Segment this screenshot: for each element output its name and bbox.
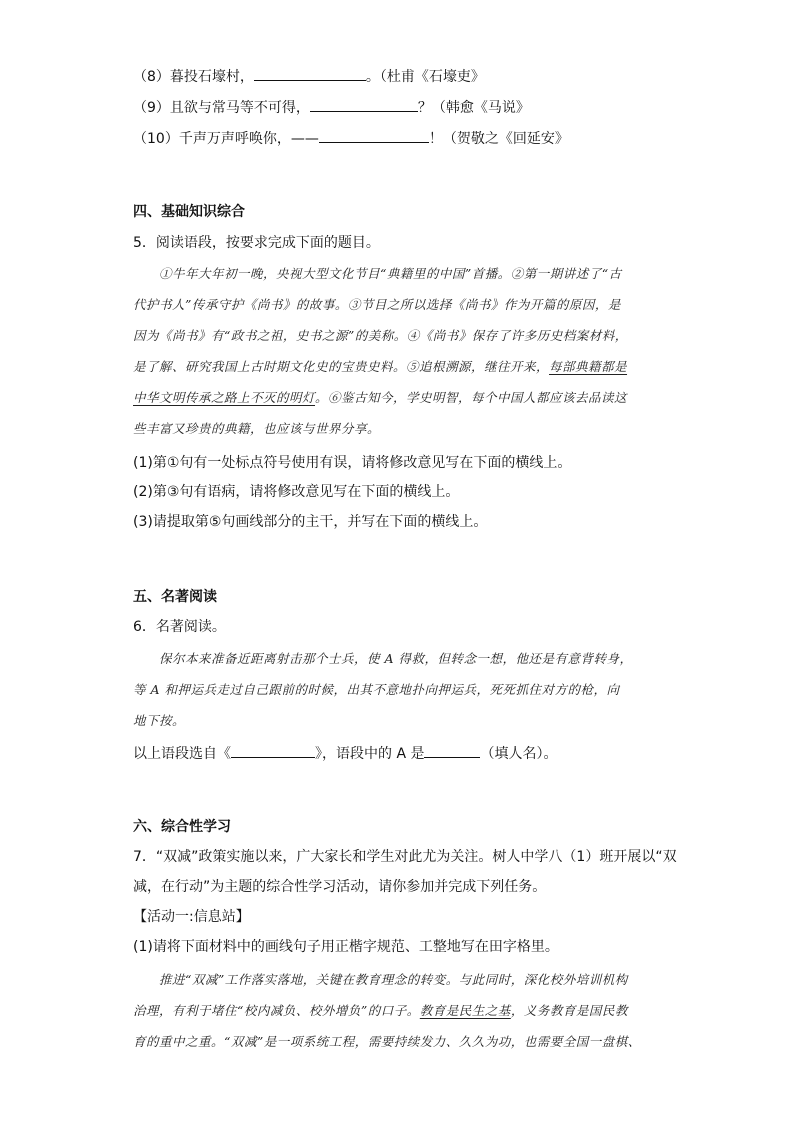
person-name-blank[interactable] — [424, 743, 480, 758]
passage-line: 育的重中之重。“双减”是一项系统工程，需要持续发力、久久为功，也需要全国一盘棋、 — [133, 1034, 641, 1049]
passage-text: ，义务教育是国民教 — [510, 1003, 628, 1018]
question-7-line: 7．“双减”政策实施以来，广大家长和学生对此尤为关注。树人中学八（1）班开展以“双 — [133, 849, 677, 865]
passage-line: 等 A 和押运兵走过自己跟前的时候，出其不意地扑向押运兵，死死抓住对方的枪，向 — [133, 682, 620, 697]
poem-item-source: 。（杜甫《石壕吏》 — [365, 69, 485, 85]
fill-text: 以上语段选自《 — [133, 746, 231, 762]
passage-text: 治理，有利于堵住“校内减负、校外增负”的口子。 — [133, 1003, 420, 1018]
question-7-line: 减，在行动”为主题的综合性学习活动，请你参加并完成下列任务。 — [133, 879, 547, 895]
question-5: 5．阅读语段，按要求完成下面的题目。 — [133, 235, 380, 251]
underlined-sentence: 中华文明传承之路上不灭的明灯 — [133, 390, 316, 405]
passage-line: 推进“双减”工作落实落地，关键在教育理念的转变。与此同时，深化校外培训机构 — [159, 972, 628, 987]
passage-line: 些丰富又珍贵的典籍，也应该与世界分享。 — [133, 421, 381, 436]
poem-item-9 — [133, 97, 530, 118]
passage-line: 因为《尚书》有“政书之祖，史书之源”的美称。④《尚书》保存了许多历史档案材料， — [133, 328, 628, 343]
section-heading: 五、名著阅读 — [133, 589, 217, 605]
answer-blank[interactable] — [310, 97, 418, 112]
activity-title: 【活动一:信息站】 — [133, 909, 250, 925]
passage-text: 。⑥鉴古知今，学史明智，每个中国人都应该去品读这 — [315, 390, 628, 405]
answer-blank[interactable] — [254, 66, 366, 81]
answer-blank[interactable] — [319, 128, 429, 143]
question-6-fill — [133, 743, 557, 764]
passage-baoer — [133, 643, 673, 736]
passage-line — [133, 351, 673, 382]
passage-line: ①牛年大年初一晚，央视大型文化节目“典籍里的中国”首播。②第一期讲述了“古 — [159, 266, 622, 281]
passage-dianji — [133, 258, 673, 444]
section-heading: 六、综合性学习 — [133, 819, 231, 835]
poem-item-text: （9）且欲与常马等不可得， — [133, 100, 310, 116]
book-title-blank[interactable] — [231, 743, 315, 758]
passage-line: 地下按。 — [133, 713, 186, 728]
sub-question-1: (1)第①句有一处标点符号使用有误，请将修改意见写在下面的横线上。 — [133, 455, 572, 471]
fill-text: 》，语段中的 A 是 — [315, 746, 425, 762]
poem-item-source: ？（韩愈《马说》 — [417, 100, 530, 116]
poem-item-text: （10）千声万声呼唤你，—— — [133, 131, 319, 147]
section-heading: 四、基础知识综合 — [133, 204, 245, 220]
question-6: 6．名著阅读。 — [133, 619, 226, 635]
passage-shuangjian — [133, 964, 673, 1057]
underlined-sentence: 每部典籍都是 — [549, 359, 628, 374]
underlined-sentence: 教育是民生之基 — [419, 1003, 511, 1018]
passage-text: 是了解、研究我国上古时期文化史的宝贵史料。⑤追根溯源，继往开来， — [133, 359, 550, 374]
poem-item-10 — [133, 128, 569, 149]
fill-text: （填人名）。 — [480, 746, 558, 762]
poem-item-source: ！（贺敬之《回延安》 — [428, 131, 569, 147]
passage-line: 代护书人”传承守护《尚书》的故事。③节目之所以选择《尚书》作为开篇的原因，是 — [133, 297, 621, 312]
sub-question-3: (3)请提取第⑤句画线部分的主干，并写在下面的横线上。 — [133, 514, 488, 530]
poem-item-text: （8）暮投石壕村， — [133, 69, 254, 85]
passage-line — [133, 995, 673, 1026]
passage-line: 保尔本来准备近距离射击那个士兵，使 A 得救，但转念一想，他还是有意背转身， — [159, 651, 633, 666]
sub-question-1: (1)请将下面材料中的画线句子用正楷字规范、工整地写在田字格里。 — [133, 939, 559, 955]
sub-question-2: (2)第③句有语病，请将修改意见写在下面的横线上。 — [133, 484, 460, 500]
passage-line — [133, 382, 673, 413]
poem-item-8 — [133, 66, 485, 87]
